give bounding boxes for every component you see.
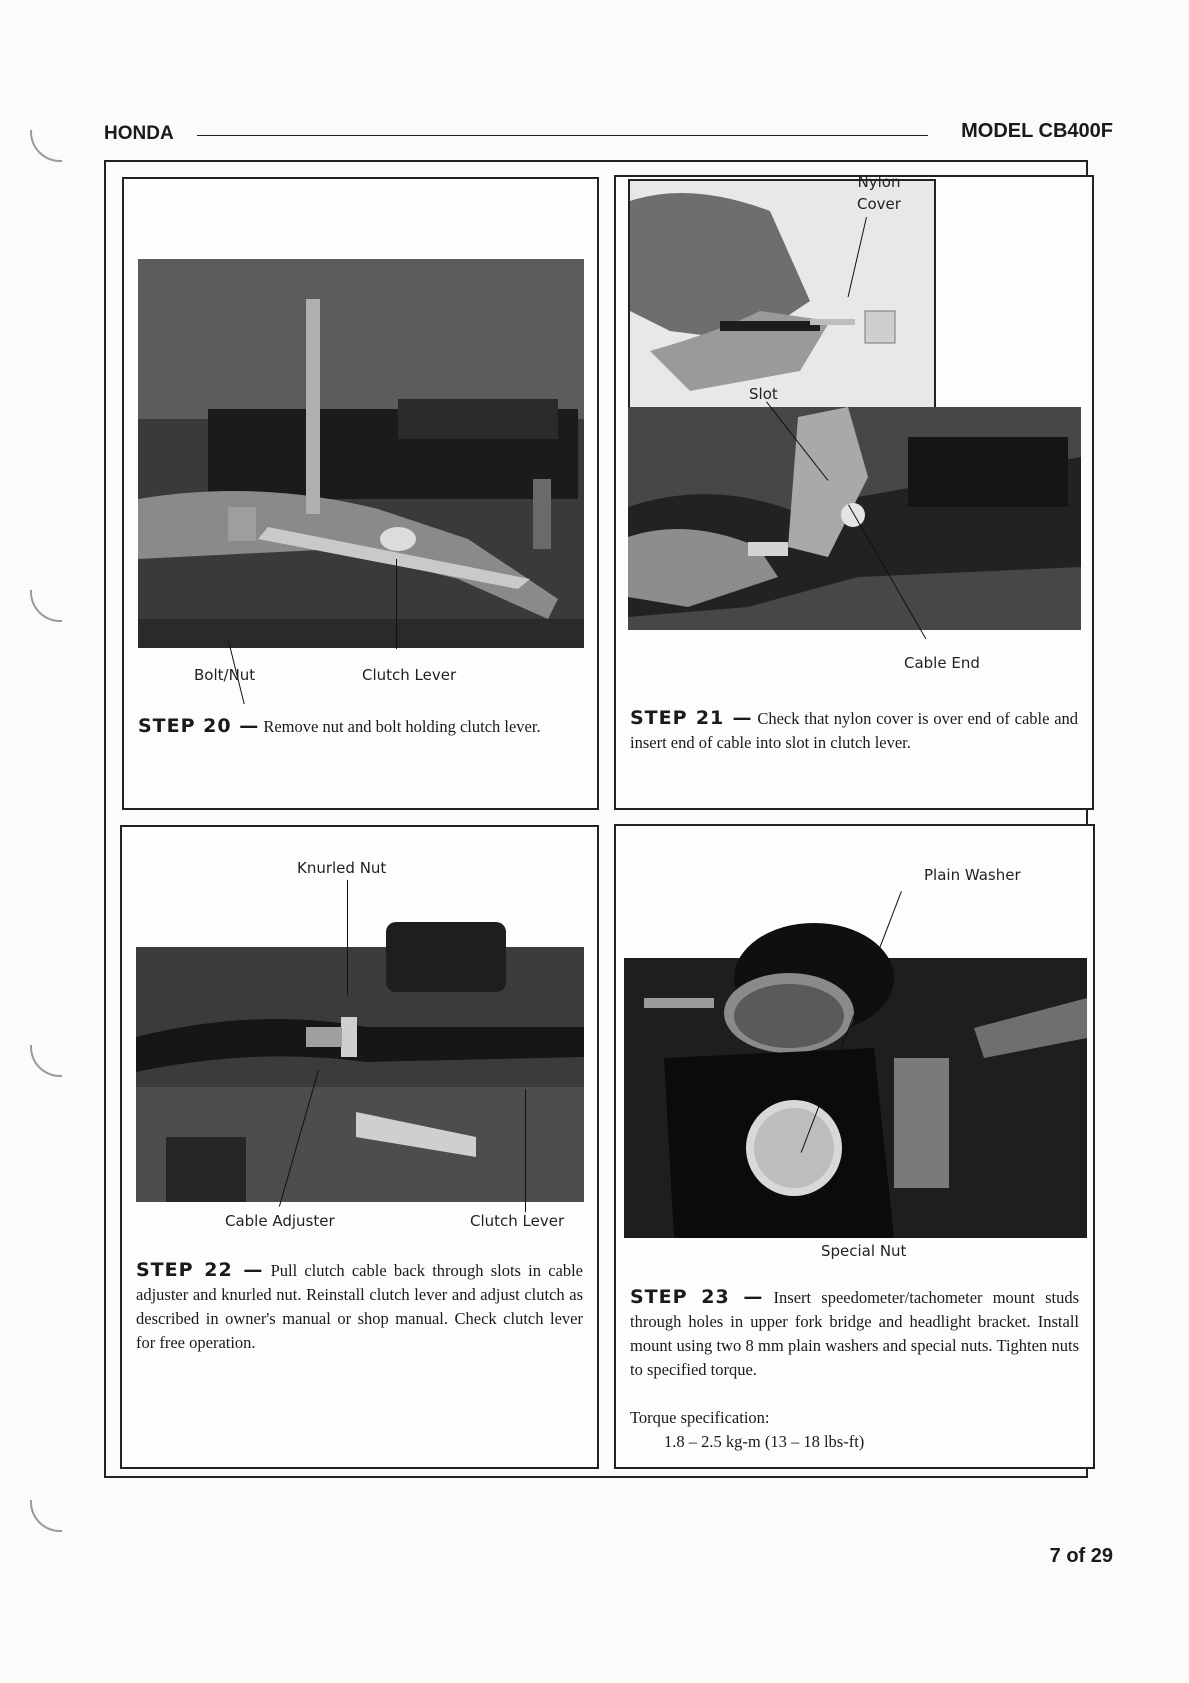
label-nylon-cover-text: Nylon Cover [857, 173, 901, 213]
label-slot: Slot [749, 385, 778, 403]
step-21-main-photo [628, 407, 1081, 630]
step-20-number: STEP 20 — [138, 715, 260, 737]
step-20-description: Remove nut and bolt holding clutch lever. [263, 717, 541, 736]
step-22-panel [120, 825, 599, 1469]
clutch-lever-callout-line [396, 559, 397, 649]
step-22-description: Pull clutch cable back through slots in cable adjuster and knurled nut. Reinstall clutch lever and adjust clutch as described in owner's manual or shop manual. Check clutch lever for free operation. [136, 1261, 584, 1352]
label-clutch-lever: Clutch Lever [362, 666, 457, 684]
step-21-text [630, 707, 1078, 755]
step-21-number: STEP 21 — [630, 707, 753, 729]
page-number: 7 of 29 [1049, 1545, 1113, 1567]
header-brand: HONDA [104, 123, 174, 144]
binder-hole-mark [30, 130, 62, 162]
step-21-panel [614, 175, 1094, 810]
step-23-description: Insert speedometer/tachometer mount studs through holes in upper fork bridge and headlight bracket. Install mount using two 8 mm plain washers and special nuts. Tighten nuts to specified torque. [630, 1288, 1080, 1379]
header-rule [197, 135, 928, 136]
binder-hole-mark [30, 1045, 62, 1077]
nylon-cover-photo [630, 181, 934, 408]
label-clutch-lever-22: Clutch Lever [470, 1212, 565, 1230]
step-23-number: STEP 23 — [630, 1286, 764, 1308]
label-bolt-nut: Bolt/Nut [194, 666, 256, 684]
torque-spec-value: 1.8 – 2.5 kg-m (13 – 18 lbs-ft) [664, 1432, 865, 1451]
torque-spec-title: Torque specification: [630, 1408, 770, 1427]
header-model: MODEL CB400F [961, 120, 1113, 142]
label-nylon-cover [844, 171, 914, 215]
cable-adjuster-photo [136, 897, 584, 1202]
label-cable-end: Cable End [904, 654, 980, 672]
step-23-text [630, 1286, 1079, 1382]
binder-hole-mark [30, 1500, 62, 1532]
label-plain-washer: Plain Washer [924, 866, 1021, 884]
step-22-photo [136, 897, 584, 1202]
step-20-text [138, 715, 583, 739]
step-20-photo [138, 179, 584, 648]
clutch-lever-22-callout-line [525, 1089, 526, 1212]
label-cable-adjuster: Cable Adjuster [225, 1212, 335, 1230]
binder-hole-mark [30, 590, 62, 622]
speedometer-mount-photo [624, 908, 1087, 1238]
step-23-panel [614, 824, 1095, 1469]
step-21-description: Check that nylon cover is over end of cable and insert end of cable into slot in clutch lever. [630, 709, 1079, 752]
step-22-number: STEP 22 — [136, 1259, 264, 1281]
special-nut-callout-line [866, 1116, 867, 1234]
step-22-text [136, 1259, 583, 1355]
label-special-nut: Special Nut [821, 1242, 907, 1260]
clutch-lever-photo [138, 179, 584, 648]
step-20-panel [122, 177, 599, 810]
step-23-photo [624, 908, 1087, 1238]
label-knurled-nut: Knurled Nut [297, 859, 387, 877]
clutch-slot-photo [628, 407, 1081, 630]
knurled-nut-callout-line [347, 880, 348, 995]
